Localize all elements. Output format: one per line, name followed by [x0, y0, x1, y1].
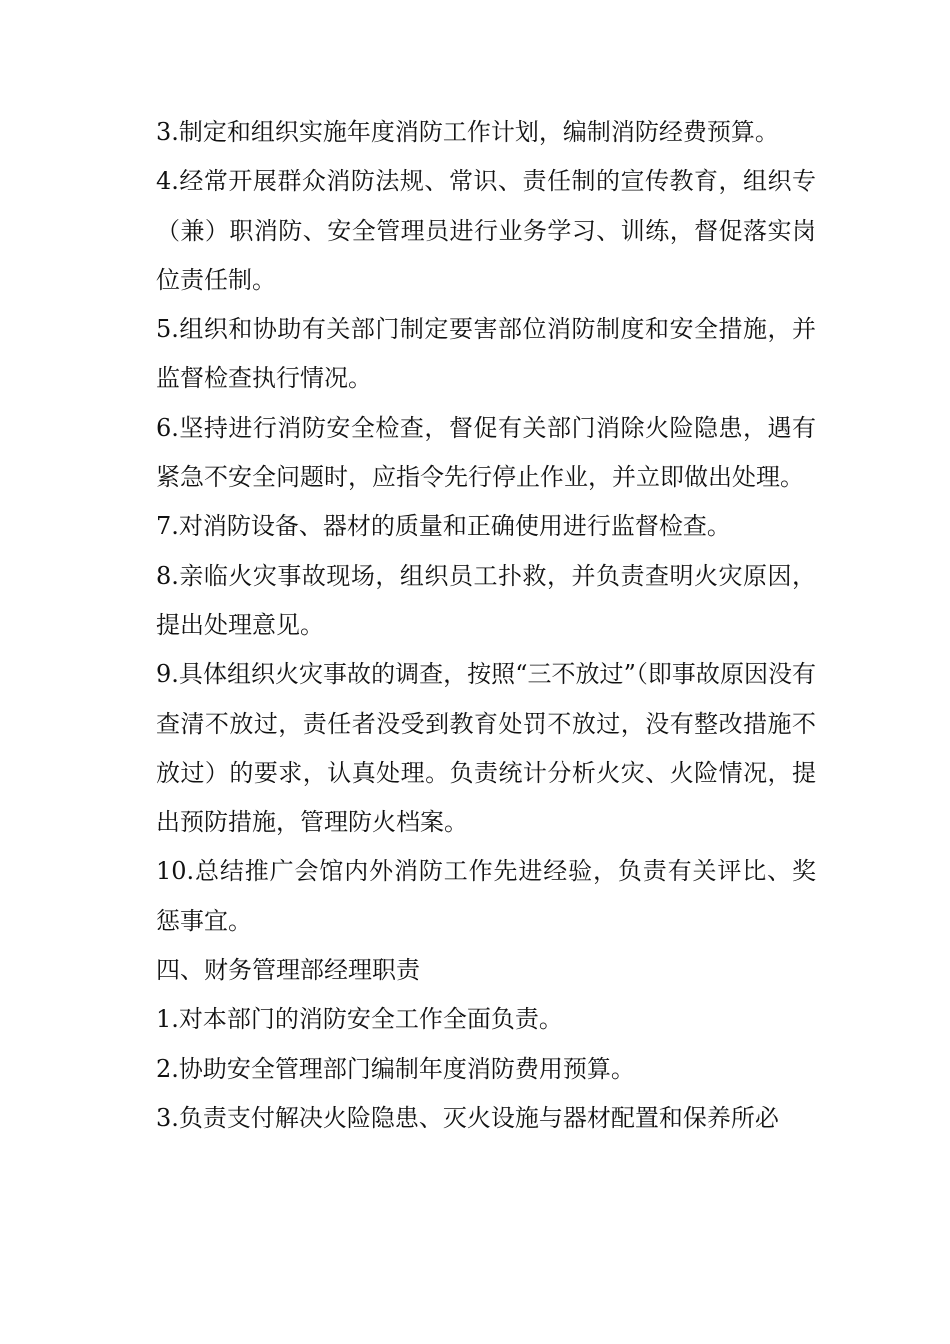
document-body [156, 108, 816, 1143]
paragraph-item-9: 9.具体组织火灾事故的调查，按照“三不放过”（即事故原因没有查清不放过，责任者没受到教育处罚不放过，没有整改措施不放过）的要求，认真处理。负责统计分析火灾、火险情况，提出预防措施，管理防火档案。 [156, 660, 816, 837]
paragraph-item-3: 3.制定和组织实施年度消防工作计划，编制消防经费预算。 [156, 118, 779, 146]
section-item-1: 1.对本部门的消防安全工作全面负责。 [156, 1005, 563, 1034]
paragraph-item-5: 5.组织和协助有关部门制定要害部位消防制度和安全措施，并监督检查执行情况。 [156, 315, 816, 393]
paragraph-item-8: 8.亲临火灾事故现场，组织员工扑救，并负责查明火灾原因，提出处理意见。 [156, 561, 816, 639]
paragraph-item-4: 4.经常开展群众消防法规、常识、责任制的宣传教育，组织专（兼）职消防、安全管理员进行业务学习、训练，督促落实岗位责任制。 [156, 167, 816, 294]
section-heading: 四、财务管理部经理职责 [156, 956, 420, 985]
section-item-3: 3.负责支付解决火险隐患、灭火设施与器材配置和保养所必 [156, 1103, 779, 1132]
section-item-2: 2.协助安全管理部门编制年度消防费用预算。 [156, 1054, 635, 1083]
paragraph-item-10: 10.总结推广会馆内外消防工作先进经验，负责有关评比、奖惩事宜。 [156, 857, 816, 935]
paragraph-item-7: 7.对消防设备、器材的质量和正确使用进行监督检查。 [156, 512, 731, 541]
paragraph-item-6: 6.坚持进行消防安全检查，督促有关部门消除火险隐患，遇有紧急不安全问题时，应指令先行停止作业，并立即做出处理。 [156, 413, 816, 492]
